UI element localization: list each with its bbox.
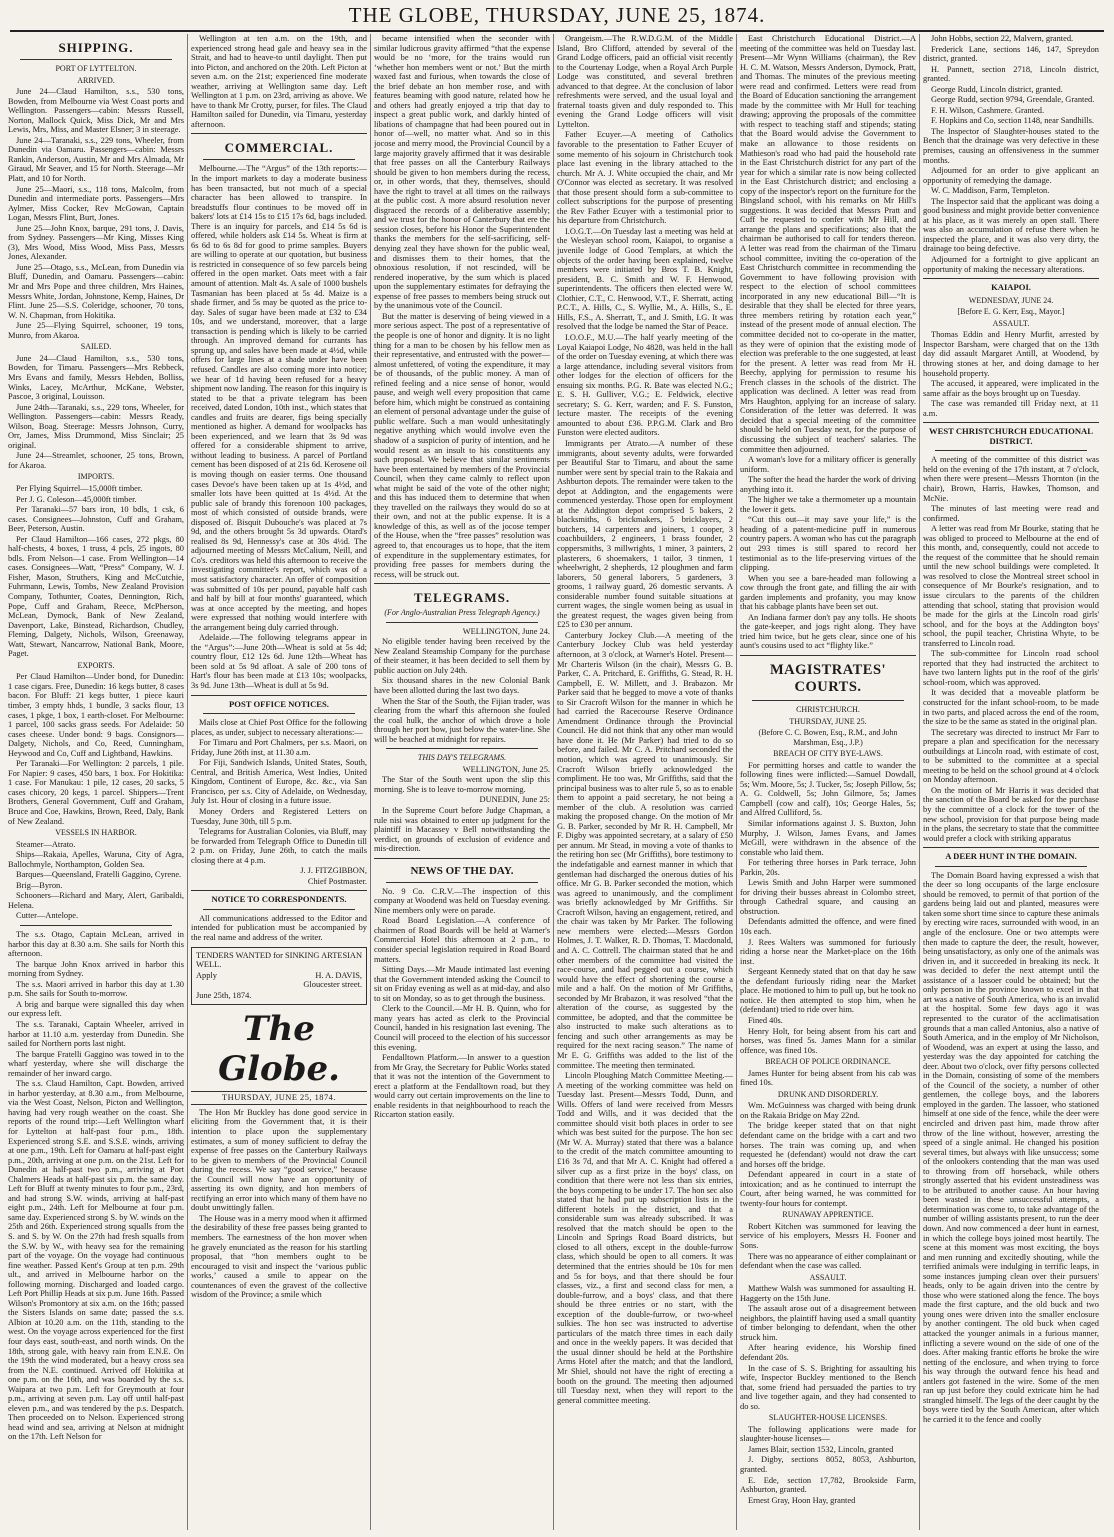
paragraph: Road Board Legislation.—A conference of chairmen of Road Boards will be held at Warner's Commercial Hotel this afternoon at 2 p.m., to consider special legislation required in Road Board matters. [374, 916, 550, 964]
paragraph: The barque Fratelli Gaggino was towed in to the wharf yesterday, where she will discharge the remainder of her inward cargo. [8, 1049, 184, 1078]
paragraph: The Hon Mr Buckley has done good service in eliciting from the Government that, it is their intention to place upon the supplementary estimates, a sum of money sufficient to defray the expense of free passes on the Canterbury Railways to be given to members of the Provincial Council during the recess. We say “good service,” because the Council will now have an opportunity of asserting its own dignity, and hon members of rectifying an error into which many of them have no doubt unwittingly fallen. [191, 1107, 367, 1213]
paragraph: A woman's love for a military officer is generally uniform. [740, 455, 916, 474]
news-list-continued [740, 34, 916, 651]
paragraph: The softer the head the harder the work of driving anything into it. [740, 475, 916, 494]
divider [740, 655, 916, 656]
paragraph: W. C. Maddison, Farm, Templeton. [931, 186, 1050, 196]
correspondents-heading: NOTICE TO CORRESPONDENTS. [211, 894, 347, 905]
paragraph: Orangeism.—The R.W.D.G.M. of the Middle Island, Bro Clifford, attended by several of the Grand Lodge officers, paid an official visit recently to the Courtenay Lodge, when a Royal Arch Purple Lodge was constituted, and several brethren advanced to that degree. At the conclusion of labor refreshments were served, and the usual loyal and fraternal toasts given and duly responded to. This evening the Grand Lodge officers will visit Lyttelton. [557, 34, 733, 129]
paragraph: June 24—Streamlet, schooner, 25 tons, Brown, for Akaroa. [8, 451, 184, 470]
divider [386, 622, 538, 623]
paragraph: F. Hopkins and Co, section 1148, near Sandhills. [931, 116, 1095, 126]
byelaws-heading: BREACH OF CITY BYE-LAWS. [773, 749, 883, 759]
divider [923, 278, 1099, 279]
paragraph: For tethering three horses in Park terrace, John Parkin, 20s. [740, 858, 916, 877]
paragraph: Defendants admitted the offence, and were fined 10s each. [740, 917, 916, 937]
paragraph: The secretary was directed to instruct Mr Farr to prepare a plan and specification for the necessary outbuildings at Lincoln road, with estimate of cost, to be submitted to the committee at a special meeting to be held on the school ground at 4 o'clock on Monday afternoon. [923, 727, 1099, 785]
paragraph: became intensified when the seconder with similar ludicrous gravity affirmed “that the expense would be no ‘more, for the trains would run ‘whether hon members went or not.’ But the mirth waxed fast and furious, when towards the close of the brief debate an hon member rose, and with features beaming with good nature, related how he and others had greatly enjoyed a trip that day to inspect a great public work, and darkly hinted of libations of champagne that had been poured out in honor of—well, no matter what. And so in this jocose and merry mood, the Provincial Council by a large majority gravely affirmed that it was desirable that free passes on all the Canterbury Railways should be given to hon members during the recess, or, in other words, that they, themselves, should have the right to travel at all times on the railways at the public cost. A more absurd resolution never disgraced the records of a deliberative assembly; and we trust for the honor of Canterbury that ere the session closes, before his Honor the Superintendent thanks the members for the self-sacrificing, self-denying zeal they have shown for the public weal, and dismisses them to their homes, that the obnoxious resolution, if not rescinded, will be rendered inoperative, by the sum which is placed upon the supplementary estimates for defraying the expense of free passes to members being struck out by the unanimous vote of the Council. [374, 34, 550, 311]
divider [203, 713, 355, 714]
masthead-title: THE GLOBE, THURSDAY, JUNE 25, 1874. [348, 3, 766, 27]
divider [20, 59, 172, 60]
divider [203, 159, 355, 160]
paragraph: The s.s. Otago, Captain McLean, arrived in harbor this day at 8.30 a.m. She sails for North this afternoon. [8, 930, 184, 959]
paragraph: Per Taranaki—For Wellington: 2 parcels, 1 pile. For Napier: 9 cases, 450 bars, 1 box. For Hokitika: 1 case. For Manukau: 1 pile, 12 cases, 20 sacks, 5 cases chicory, 20 kegs, 1 parcel. Shippers—Trent Brothers, General Government, Cuff and Graham, Bruce and Coe, Hawkins, Brown, Reed, Daly, Bank of New Zealand. [8, 759, 184, 826]
sailed-heading: SAILED. [80, 342, 112, 352]
paragraph: An Indiana farmer don't pay any tolls. He shoots the gate-keeper, and jogs right along. They have tried him twice, but he gets clear, since one of his aunt's cousins used to act “flighty like.” [740, 612, 916, 651]
tender-name: H. A. DAVIS, [315, 970, 362, 980]
editorial-list [191, 1108, 367, 1300]
postmaster-name: J. J. FITZGIBBON, [300, 866, 367, 876]
paragraph: J. Digby, sections 8052, 8053, Ashburton, granted. [740, 1455, 916, 1475]
divider [923, 847, 1099, 848]
tender-date: June 25th, 1874. [196, 990, 252, 1000]
paragraph: Clerk to the Council.—Mr H. B. Quinn, who for many years has acted as clerk to the Provincial Council, handed in his resignation last evening. The Council will proceed to the election of his successor this evening. [374, 1004, 550, 1052]
paragraph: Money Orders and Registered Letters on Tuesday, June 30th, till 5 p.m. [191, 807, 367, 826]
paragraph: Barques—Queensland, Fratelli Gaggino, Cyrene. [16, 870, 182, 880]
paragraph: The accused, it appeared, were implicated in the same affair as the boys brought up on Tuesday. [923, 379, 1099, 398]
paragraph: For Fiji, Sandwich Islands, United States, South, Central, and British America, West Indies, United Kingdom, Continent of Europe, &c. &c., via San Francisco, per s.s. City of Adelaide, on Wednesday, July 1st. Hour of closing in a future issue. [191, 758, 367, 806]
paragraph: June 25—Otago, s.s., McLean, from Dunedin via Bluff, Dunedin, and Oamaru. Passengers—cabin: Mr and Mrs Pope and three children, Mrs Haines, Messrs White, Jordan, Johnstone, Kemp, Haines, Dr Flint. June 25—S.S. Coleridge, schooner, 70 tons, W. N. Chapman, from Hokitika. [8, 262, 184, 320]
paragraph: The case was remanded till Friday next, at 11 a.m. [923, 399, 1099, 418]
paragraph: Adjourned for an order to give applicant an opportunity of remedying the damage. [923, 166, 1099, 185]
commercial-heading: COMMERCIAL. [224, 140, 334, 156]
paragraph: The Inspector of Slaughter-houses stated to the Bench that the drainage was very defective in these premises, causing an offensiveness in the summer months. [923, 126, 1099, 165]
dateline: THURSDAY, JUNE 25, 1874. [191, 1091, 367, 1105]
ordnance-heading: BREACH OF POLICE ORDINANCE. [765, 1057, 891, 1067]
paragraph: Fined 40s. [748, 1015, 783, 1025]
paragraph: Adelaide.—The following telegrams appear in the “Argus”:—June 20th—Wheat is sold at 5s 4d; country flour, £12 12s 6d. June 12th—Wheat has been sold at 5s 9d afloat. A sale of 200 tons of Hart's flour has been made at £13 10s; woolpacks, 3s 9d. June 13th—Wheat is dull at 5s 9d. [191, 633, 367, 690]
paragraph: Brig—Byron. [16, 880, 63, 890]
paragraph: The assault arose out of a disagreement between neighbors, the plaintiff having used a small quantity of timber belonging to defendant, when the other struck him. [740, 1304, 916, 1342]
ordnance-list [740, 1069, 916, 1088]
paragraph: Matthew Walsh was summoned for assaulting H. Haggerty on the 15th June. [740, 1284, 916, 1303]
paragraph: James Hunter for being absent from his cab was fined 10s. [740, 1068, 916, 1088]
news-heading: NEWS OF THE DAY. [410, 864, 514, 877]
sailed-list [8, 354, 184, 471]
divider [386, 882, 538, 883]
divider [923, 422, 1099, 423]
port-heading: PORT OF LYTTELTON. [55, 64, 137, 73]
paragraph: The s.s. Maori arrived in harbor this day at 1.30 p.m. She sails for South to-morrow. [8, 979, 184, 999]
licenses-list [923, 34, 1099, 274]
assault-list [740, 1284, 916, 1411]
paragraph: June 24—Claud Hamilton, s.s., 530 tons, Bowden, for Timaru. Passengers—Mrs Rebbeck, Mrs Evans and family, Messrs Hebden, Bolliss, Winks, Lacey, McArthur, McKane, Webster, Pascoe, 3 original, Louisson. [8, 353, 184, 402]
news-list [374, 887, 550, 1120]
paragraph: The s.s. Taranaki, Captain Wheeler, arrived in harbor at 11.10 a.m. yesterday from Dunedin. She sailed for Northern ports last night. [8, 1019, 184, 1049]
imports-heading: IMPORTS. [77, 472, 115, 482]
paragraph: Lincoln Ploughing Match Committee Meeting.—A meeting of the working committee was held on Tuesday last. Present—Messrs Todd, Dunn, and Wills. Offers of land were received from Messrs Todd and Wills, and it was decided that the committee should visit both places in order to see which was best suited for the purpose. The hon sec (Mr W. A. Murray) stated that there was a balance to the credit of the match committee amounting to £16 3s 7d, and that Mr A. C. Knight had offered a silver cup as a first prize in the boys' class, on condition that there were not less than six entries, the boys competing to be under 17. The hon sec also stated that he had put up subscription lists in the different hotels in the district, and that a considerable sum was already subscribed. It was resolved that the match should be open to the Lincoln and Springs Road Board districts, but closed to all others, except in the double-furrow class, which should be open to all comers. It was determined that the entries should be 10s for men and 5s for boys, and that there should be four classes, viz., a first and second class for men, a double-furrow, and a boys' class, and that there should be three entries or no start, with the exception of the double-furrow, or two-wheel sulkies. The hon sec was instructed to advertise particulars of the match three times in each daily and once in the weekly papers. It was decided that the usual dinner should be held at the Porthshire Arms Hotel after the match; and that the landlord, Mr Shiel, should not have the right of erecting a booth on the ground. The meeting then adjourned till Tuesday next, when they will report to the general committee meeting. [557, 1071, 733, 1405]
paragraph: Ships—Rakaia, Apelles, Waruna, City of Agra, Ballochmyle, Northampton, Golden Sea. [8, 850, 184, 869]
drunk-list [740, 1101, 916, 1208]
paragraph: Father Ecuyer.—A meeting of Catholics favorable to the presentation to Father Ecuyer of some memento of his sojourn in Christchurch took place last evening in the library attached to the church. Mr A. J. White occupied the chair, and Mr O'Connor was elected as secretary. It was resolved that those present should form a sub-committee to collect subscriptions for the purpose of presenting the Rev Father Ecuyer with a testimonial prior to his departure from Christchurch. [557, 130, 733, 226]
kaiapoi-list [923, 330, 1099, 418]
kaiapoi-date: WEDNESDAY, JUNE 24. [968, 295, 1054, 305]
paragraph: When the Star of the South, the Fijian trader, was clearing from the wharf this afternoon she fouled the coal hulk, the anchor of which drove a hole through her port bow, just below the water-line. She will be beached at midnight for repairs. [374, 696, 550, 744]
newspaper-logo: The Globe. [218, 1009, 340, 1090]
divider [752, 700, 904, 701]
telegram-text: In the Supreme Court before Judge Chapman, a rule nisi was obtained to enter up judgment for the plaintiff in Macassey v Bell notwithstanding the verdict, on grounds of exclusion of evidence and mis-direction. [374, 806, 550, 854]
west-district-heading: WEST CHRISTCHURCH EDUCATIONAL DISTRICT. [929, 426, 1093, 446]
kaiapoi-bench: [Before E. G. Kerr, Esq., Mayor.] [957, 307, 1065, 317]
runaway-list [740, 1222, 916, 1271]
paragraph: Mails close at Chief Post Office for the following places, as under, subject to necessary alterations:— [191, 718, 367, 737]
paragraph: J. Rees Walters was summoned for furiously riding a horse near the Market-place on the 16th inst. [740, 937, 916, 966]
paragraph: Immigrants per Atrato.—A number of these immigrants, about seventy adults, were forwarded per Beautiful Star to Timaru, and about the same number were sent by special train to the Rakaia and Ashburton depots. The remainder were taken to the depot at Addington, and the engagements were commenced yesterday. Those open for employment at the Addington depot comprised 5 bakers, 2 blacksmiths, 6 brickmakers, 5 bricklayers, 2 butchers, 14 carpenters and joiners, 1 cooper, 3 coachbuilders, 2 engineers, 1 brass founder, 2 coppersmiths, 3 millwrights, 1 miner, 3 painters, 2 plasterers, 6 shoemakers, 1 tailor, 3 tinmen, 1 wheelwright, 2 shepherds, 12 ploughmen and farm laborers, 50 general laborers, 5 gardeners, 3 grooms, 1 railway guard, 26 domestic servants. A considerable number found suitable situations at current wages, the single women being as usual in the greatest request, the wages given being from £25 to £30 per annum. [557, 438, 733, 630]
paragraph: A letter was read from Mr Bourke, stating that he was obliged to proceed to Melbourne at the end of this month, and, consequently, could not accede to the request of the committee that he should remain until the new school buildings were completed. It was resolved to close the Montreal street school in consequence of Mr Bourke's resignation, and to issue circulars to the parents of the children attending that school, stating that provision would be made for the girls at the Lincoln road girls' school, and for the boys at the Addington boys' school, the pupil teacher, Christina Whyte, to be transferred to Lincoln road. [923, 524, 1099, 648]
paragraph: John Hobbs, section 22, Malvern, granted. [931, 34, 1074, 43]
paragraph: Canterbury Jockey Club.—A meeting of the Canterbury Jockey Club was held yesterday afternoon, at 3 o'clock, at Warner's Hotel. Present—Mr Charteris Wilson (in the chair), Messrs G. B. Parker, C. A. Pritchard, E. Griffiths, G. Stead, R. H. Campbell, E. W. Millett, and J. Brabazon. Mr Parker said that he begged to move a vote of thanks to Sir Cracroft Wilson for the manner in which he had carried the Racecourse Reserve Ordinance Amendment Ordinance through the Provincial Council. He did not think that any other man would have done it. He (Mr Parker) had tried to do so before, and failed. Mr C. A. Pritchard seconded the motion, which was agreed to unanimously. Sir Cracroft Wilson briefly acknowledged the compliment. He too was, Mr Griffiths, said that the principal business was to alter rule 5, so as to enable them to appoint a paid secretary, he not being a member of the club. A resolution was carried making the proposed change. On the motion of Mr G. B. Parker, seconded by Mr R. H. Campbell, Mr F. Digby was appointed secretary, at a salary of £50 per annum. Mr Stead, in moving a vote of thanks to the retiring hon sec (Mr Griffiths), bore testimony to the indefatigable and earnest manner in which that gentleman had discharged the onerous duties of his office. Mr G. B. Parker seconded the motion, which was agreed to unanimously, and the compliment was briefly acknowledged by Mr Griffiths. Sir Cracroft Wilson, having an engagement, retired, and the chair was taken by Mr Parker. The following new members were elected:—Messrs Gordon Holmes, J. T. Walker, R. D. Thomas, T. Macdonald, and A. C. Cottrell. The chairman stated that he and other members of the committee had visited the race-course, and had pegged out a course, which would have the effect of shortening the course a mile and a half. On the motion of Mr Griffiths, seconded by Mr Brabazon, it was resolved “that the alteration of the course, as suggested by the committee, be adopted, and that the committee be also instructed to make such alterations as to fencing and such other arrangements as may be required for the next racing season.” The name of Mr E. G. Griffiths was added to the list of the committee. The meeting then terminated. [557, 630, 733, 1070]
telegram-place: WELLINGTON, June 25. [462, 764, 550, 774]
paragraph: Fendalltown Platform.—In answer to a question from Mr Gray, the Secretary for Public Works stated that it was not the intention of the Government to erect a platform at the Fendalltown road, but they would carry out certain improvements on the line to enable residents in that neighbourhood to reach the Riccarton station easily. [374, 1053, 550, 1120]
paragraph: I.O.G.T.—On Tuesday last a meeting was held at the Wesleyan school room, Kaiapoi, to organise a juvenile lodge of Good Templars, at which the objects of the order having been explained, twelve members were initiated by Bros T. B. Knight, president, B. C. Smith and W. F. Henwood, superintendents. The officers then elected were W. Clothier, C.T., C. Henwood, V.T., F. Sherratt, acting P.C.T., A. Hills, C., S. Wyllie, M., A. Hills, S., E. Hills, F.S., A. Sherratt, T., and J. Smith, I.G. It was resolved that the lodge be named the Star of Peace. [557, 226, 733, 332]
paragraph: The s.s. Claud Hamilton, Capt. Bowden, arrived in harbor yesterday, at 8.30 a.m., from Melbourne, via the West Coast, Nelson, Picton and Wellington, having had very rough weather on the coast. She reports of the round trip:—Left Wellington wharf for Lyttelton at half-past four p.m., 18th. Experienced strong S.E. and S.S.E. winds, arriving at one p.m., 19th. Left for Oamaru at half-past eight p.m., 20th, arriving at one p.m. on the 21st. Left for Dunedin at half-past two p.m., arriving at Port Chalmers Heads at half-past six p.m. the same day. Left for Bluff at twenty minutes to four p.m., 23rd, and had strong S.W. winds, arriving at half-past eight p.m., 24th. Left for Melbourne at four p.m. same day. Experienced strong S. by W. winds on the 25th and 26th. Experienced strong squalls from the S. and S. by W. On the 27th had fresh squalls from the S.W. by W., with heavy sea for the remaining part of the voyage. On the voyage had continuous fine weather. Passed Kent's Group at ten p.m. 29th ult., and arrived in Melbourne harbor on the following morning. Discharged and loaded cargo. Left Port Phillip Heads at six p.m. June 16th. Passed Wilson's Promontory at six a.m. on the 16th; passed the Sisters Islands on same date; passed the s.s. Albion at 10.20 a.m. on the 11th, standing to the west. On the voyage across experienced for the first four days east, south-east, and north winds. On the 18th, strong gale, with heavy rain from E.N.E. On the 19th the wind moderated, but a heavy cross sea from the N.E. continued. Arrived off Hokitika at one p.m. on the 16th, and was boarded by the s.s. Waipara at two p.m. Left for Greymouth at four p.m., arriving at seven p.m. Lay off until half-past eleven p.m., and was tendered by the p.s. Despatch. Then proceeded on to Nelson. Experienced strong head wind and sea, arriving at Nelson at midnight on the 17th. Left Nelson for [8, 1079, 184, 1442]
divider [374, 858, 550, 859]
tender-text: TENDERS WANTED for SINKING ARTESIAN WELL. [196, 950, 362, 970]
vessels-list [8, 840, 184, 921]
masthead-rule [10, 30, 1104, 32]
runaway-heading: RUNAWAY APPRENTICE. [782, 1210, 874, 1220]
divider [386, 748, 538, 749]
column-commercial [191, 34, 367, 1530]
paragraph: Sergeant Kennedy stated that on that day he saw the defendant furiously riding near the Market place. He motioned to him to pull up, but he took no notice. He then attempted to stop him, when he (defendant) tried to ride over him. [740, 967, 916, 1015]
paragraph: James Blair, section 1532, Lincoln, granted [748, 1444, 894, 1454]
drunk-heading: DRUNK AND DISORDERLY. [777, 1089, 879, 1099]
divider [935, 450, 1087, 451]
assault-heading: ASSAULT. [809, 1272, 847, 1282]
vessels-heading: VESSELS IN HARBOR. [55, 828, 137, 838]
magistrates-heading: MAGISTRATES' COURTS. [769, 662, 887, 695]
paragraph: June 25—John Knox, barque, 291 tons, J. Davis, from Sydney. Passengers—Mr King, Misses King (3), Mrs Wood, Miss Wood, Miss Pass, Messrs Jones, Alexander. [8, 223, 184, 262]
paragraph: Adjourned for a fortnight to give applicant an opportunity of making the necessary alterations. [923, 255, 1099, 274]
paragraph: Ernest Gray, Hoon Hay, granted [748, 1495, 856, 1505]
paragraph: Cutter—Antelope. [16, 911, 79, 921]
postmaster-title: Chief Postmaster. [307, 876, 367, 886]
paragraph: June 24—Taranaki, s.s., 229 tons, Wheeler, from Dunedin via Oamaru. Passengers—cabin: Messrs Rankin, Anderson, Austin, Mr and Mrs Almada, Mr Giraud, Mr Seaver, and 15 for North. Steerage—Mr Platt, and 10 for North. [8, 135, 184, 184]
court-place: CHRISTCHURCH. [796, 705, 860, 714]
post-office-heading: POST OFFICE NOTICES. [229, 698, 329, 709]
column-news [557, 34, 733, 1530]
paragraph: The barque John Knox arrived in harbor this morning from Sydney. [8, 959, 184, 979]
column-editorial [374, 34, 550, 1530]
paragraph: “Cut this out—it may save your life,” is the heading of a patent-medicine puff in numerous country papers. A woman who has cut the paragraph out 293 times is still spared to record her testimonial as to the life-preserving virtues of the clipping. [740, 515, 916, 573]
divider [374, 583, 550, 584]
paragraph: East Christchurch Educational District.—A meeting of the committee was held on Tuesday last. Present—Mr Wynn Williams (chairman), the Rev H. C. M. Watson, Messrs Anderson, Dymock, Pratt, and Thomas. The minutes of the previous meeting were read and confirmed. Letters were read from the Board of Education sanctioning the arrangement made by the committee with Mr Hull for teaching drawing; approving the proposals of the committee with respect to teaching staff and stipends; stating that the Board would advise the Government to make an allowance to those residents on Mathieson's road who had paid the household rate in the East Christchurch district for any part of the year for which a similar rate is now being collected in the East Christchurch district; and enclosing a copy of the inspector's report on the furniture for the Bingsland school, with his remarks on Mr Hill's suggestions. It was decided that Messrs Pratt and Cuff be requested to confer with Mr Hill, and arrange the plans and specifications; also that the chairman be authorised to call for tenders thereon. A letter was read from the chairman of the Timaru school committee, inviting the co-operation of the East Christchurch committee in recommending the Government to have following provision with respect to the election of school committees incorporated in any new educational Bill—“It is desirable that they shall be elected for three years, three members retiring by rotation each year,” instead of the present mode of annual election. The committee decided not to co-operate in the matter, as they were of opinion that the existing mode of election was preferable to the one suggested, at least for the present. A letter was read from Mr H. Beechy, applying for permission to resume his French classes in the schools of the district. The application was declined. A letter was read from Mrs Haughton, applying for an increase of salary. Consideration of the letter was deferred. It was decided that a special meeting of the committee should be held on Tuesday next, for the purpose of discussing the subject of teachers' salaries. The committee then adjourned. [740, 34, 916, 454]
paragraph: Defendant appeared in court in a state of intoxication; and as he continued to interrupt the Court, after being warned, he was committed for twenty-four hours for contempt. [740, 1170, 916, 1208]
paragraph: When you see a bare-headed man following a cow through the front gate, and filling the air with garden implements and profanity, you may know that his cabbage plants have been set out. [740, 573, 916, 612]
paragraph: Per Flying Squirrel—15,000ft timber. [16, 483, 143, 493]
paragraph: But the matter is deserving of being viewed in a more serious aspect. The post of a representative of the people is one of honor and dignity. It is no light thing for a man to be chosen by his fellow men as their representative, and entrusted with the power—almost unfettered, of voting the expenditure, it may be of thousands, of the public money. A man of refined feeling and a nice sense of honor, would pause, and weigh well every proposition that came before him, which might be construed as containing an element of personal advantage under the guise of public welfare. Such a man would unhesitatingly negative anything which would involve even the shadow of a suspicion of purity of intention, and he would resent as an insult to his constituents any such proposal. We believe that similar sentiments have been entertained by members of the Provincial Council, when they came calmly to reflect upon what might be said of the vote of the other night; and this has induced them to determine that when they travelled on the railways they would do so at their own, and not at the public expense. It is a knowledge of this, as well as of the jocose temper of the House, when the “free passes” resolution was agreed to, that encourages us to hope, that the item of expenditure in the supplementary estimates, for providing free passes for members during the recess, will be struck out. [374, 311, 550, 579]
correspondents-text: All communications addressed to the Editor and intended for publication must be accompanied by the real name and address of the writer. [191, 913, 367, 943]
deer-hunt-list [923, 871, 1099, 1425]
paragraph: Robert Kitchen was summoned for leaving the service of his employers, Messrs H. Fooner and Sons. [740, 1221, 916, 1250]
columns [8, 34, 1106, 1530]
imports-list [8, 484, 184, 659]
paragraph: No eligible tender having been received by the New Zealand Steamship Company for the purchase of their steamer, it has been decided to sell them by public auction on July 24th. [374, 637, 550, 675]
telegram-text: The Star of the South went upon the slip this morning. She is to leave to-morrow morning. [374, 775, 550, 794]
west-district-list [923, 455, 1099, 843]
shipping-continued: Wellington at ten a.m. on the 19th, and experienced strong head gale and heavy sea in the Strait, and had to heave-to until daylight. Then put into Picton, and anchored on the 20th. Left Picton at seven a.m. on the 21st; experienced fine moderate weather, arriving at Wellington same day. Left Wellington at 1 p.m. on 23rd, arriving as above. We have to thank Mr Crotty, purser, for files. The Claud Hamilton sailed for Dunedin, via Timaru, yesterday afternoon. [191, 34, 367, 129]
divider [191, 695, 367, 696]
paragraph: Per Taranaki—57 bars iron, 10 bdls, 1 csk, 6 cases. Consignees—Johnston, Cuff and Graham, Beer, Peterson, Austin. [8, 505, 184, 534]
paragraph: Lewis Smith and John Harper were summoned for driving their busses abreast in Colombo street, through Cathedral square, and causing an obstruction. [740, 878, 916, 916]
paragraph: June 24—Claud Hamilton, s.s., 530 tons, Bowden, from Melbourne via West Coast ports and Wellington. Passengers—cabin: Messrs Russell, Norton, Mallock Quick, Miss Dick, Mr and Mrs Lewis, Mrs, Miss, and Master Elsner; 3 in steerage. [8, 87, 184, 135]
paragraph: No. 9 Co. C.R.V.—The inspection of this company at Woodend was held on Tuesday evening. Nine members only were on parade. [374, 886, 550, 915]
paragraph: Frederick Lane, sections 146, 147, Spreydon district, granted. [923, 44, 1099, 64]
tender-apply: Apply [196, 970, 217, 980]
kaiapoi-heading: KAIAPOI. [991, 282, 1031, 293]
paragraph: Six thousand shares in the new Colonial Bank have been allotted during the last two days. [374, 676, 550, 695]
paragraph: After hearing evidence, his Worship fined defendant 20s. [740, 1343, 916, 1362]
slaughter-heading: SLAUGHTER-HOUSE LICENSES. [768, 1413, 888, 1423]
editorial-continued [374, 34, 550, 579]
paragraph: Per Claud Hamilton—166 cases, 272 pkgs, 80 half-chests, 4 boxes, 1 truss, 4 pcls, 25 ingots, 80 bdls. From Nelson—1 case. From Wellington—14 cases. Consignees—Watt, “Press” Company, W. J. Fisher, Mason, Struthers, King and McCutchie, Fuhrmann, Lewis, Tombs, New Zealand Provision Company, Tothunter, Coates, Dennington, Rich, Pope, Cuff and Graham, Reece, McPherson, McLean, Dymock, Bank of New Zealand, Davenport, Lake, Binstead, Richardson, Chudley, Fleming, Dalgety, Nichols, Wilson, Greenaway, Watt, Stewart, Nancarrow, National Bank, Moore, Paget. [8, 534, 184, 659]
telegram-list [374, 637, 550, 744]
telegrams-heading: TELEGRAMS. [413, 590, 511, 606]
paragraph: The sub-committee for Lincoln road school reported that they had instructed the architect to have two lantern lights put in the roof of the girls' school-room, which was approved. [923, 649, 1099, 687]
paragraph: In the case of S. S. Brighting for assaulting his wife, Inspector Buckley mentioned to the Bench that, some friend had persuaded the parties to try and live together again, and they had consented to do so. [740, 1363, 916, 1411]
post-office-list [191, 718, 367, 865]
divider [191, 890, 367, 891]
telegrams-agency: (For Anglo-Australian Press Telegraph Agency.) [384, 608, 540, 618]
court-date: THURSDAY, JUNE 25. [789, 716, 867, 726]
paragraph: The minutes of last meeting were read and confirmed. [923, 504, 1099, 523]
divider [20, 925, 172, 926]
divider [203, 909, 355, 910]
paragraph: I.O.O.F., M.U.—The half yearly meeting of the Loyal Kaiapoi Lodge, No 4828, was held in the hall of the order on Tuesday evening, at which there was a large attendance, including several visitors from other lodges for the election of officers for the ensuing six months. P.G. R. Bate was elected N.G.; E. S. H. Gulliver, V.G.; E. Feldwick, elective secretary; S. G. Kerr, warden; and F. S. Funston, lecture master. The receipts of the evening amounted to about £36. P.P.G.M. Clark and Bro Funston were elected auditors. [557, 332, 733, 438]
exports-list [8, 672, 184, 826]
paragraph: Henry Holt, for being absent from his cart and horses, was fined 5s. James Mann for a similar offence, was fined 10s. [740, 1026, 916, 1055]
paragraph: Per Claud Hamilton—Under bond, for Dunedin: 1 case cigars. Free, Dunedin: 16 kegs butter, 8 cases bacon. For Bluff: 21 kegs butter, 1 piece kauri timber, 3 empty hhds, 1 bundle, 3 sacks flour, 13 cases, 1 pkge, 1 box, 1 earth-closet. For Melbourne: 1 parcel, 100 sacks grass seeds. For Adelaide: 50 cases cheese. Under bond: 9 bags. Consignors—Dalgety, Nichols, and Co, Reed, Cunningham, Heywood and Co, Cuff and Lightband, Hawkins. [8, 672, 184, 758]
paragraph: Telegrams for Australian Colonies, via Bluff, may be forwarded from Telegraph Office to Dunedin till 2 p.m. on Friday, June 26th, to catch the mails closing there at 4 p.m. [191, 827, 367, 865]
paragraph: Per J. G. Coleson—45,000ft timber. [16, 494, 137, 504]
paragraph: The Inspector said that the applicant was doing a good business and might provide better convenience at his place, as it was merely an open stall. There was also an accumulation of refuse there when he inspected the place, and it was also very dirty, the drainage too being defective. [923, 196, 1099, 254]
paragraph: George Rudd, section 9794, Greendale, Granted. [931, 95, 1095, 105]
paragraph: The higher we take a thermometer up a mountain the lower it gets. [740, 495, 916, 514]
kaiapoi-assault-heading: ASSAULT. [992, 318, 1030, 328]
paragraph: Sitting Days.—Mr Maude intimated last evening that the Government intended asking the Council to sit on Friday evening as well as at mid-day, and also to sit on Monday, so as to get through the business. [374, 965, 550, 1003]
paragraph: H. Pannett, section 2718, Lincoln district, granted. [923, 64, 1099, 84]
telegram-place: DUNEDIN, June 25: [479, 795, 550, 805]
paragraph: Schooners—Richard and Mary, Alert, Garibaldi, Helena. [8, 891, 184, 910]
paragraph: Wm. McGuinness was charged with being drunk on the Rakaia Bridge on May 22nd. [740, 1101, 916, 1120]
paragraph: The Domain Board having expressed a wish that the deer so long occupants of the large enclosure should be removed, to permit of that portion of the gardens being laid out and planted, measures were taken some short time since to capture these animals by erecting wire races, surrounded with wood, in an angle of the enclosure. One or two attempts were then made to capture the deer, the result, however, being unsatisfactory, as only one of the animals was driven in, and it succeeded in breaking its neck. It was decided to defer the next attempt until the assistance of a lassoer could be obtained; but the only person in the province known to excel in that art was a native of South America, who is an invalid at the hospital. Some few days ago it was represented to the curator of the acclimatisation grounds that a man called Antonius, also a native of South America, and in the employ of Mr Nicholson, of Woodend, was an expert at using the lasso, and yesterday was the day appointed for catching the deer. About two o'clock, over fifty persons collected in the Domain, consisting of some of the members of the Council of the society, a number of other gentlemen, the college boys, and the laborers employed in the garden. The lassoer, who stationed himself at one side of the fence, while the deer were encircled and driven past him, made throw after throw of the line without, however, arresting the speed of a single animal. He changed his position several times, but always with like unsuccess; some of the onlookers contending that the man was used to throwing from off horseback, while others strongly asserted that his evident unsteadiness was to be attributed to another cause. An hour having been wasted in these unsuccessful attempts, a determination was come to, to take advantage of the number of willing assistants present, to run the deer down. And now commenced a deer hunt in earnest, in which the college boys joined most heartily. The scene at this moment was most exciting, the boys and men running and excitedly shouting, while the terrified animals were indulging in terrific leaps, in some instances jumping clean over their pursuers' heads, only to be again driven into the centre by those who were stationed along the fence. The boys made the first capture, and the old buck and two young ones were driven into the smaller enclosure by another contingent. The old buck when caged attacked the younger animals in a furious manner, inflicting a severe wound on the side of one of the does. After making frantic efforts he broke the wire netting of the enclosure, and when trying to force his way through the outward fence his head and antlers got fastened in the wire. Some of the men ran up just before they could extricate him he had strangled himself. The legs of the deer caught by the boys were tied by the South American, after which he carried it to the fence and coolly [923, 870, 1099, 1424]
paragraph: The House was in a merry mood when it affirmed the desirability of these free passes being granted to members. The earnestness of the hon mover when he gravely enunciated as the reason for his startling proposal, that “hon members ought to be encouraged to visit and inspect the ‘various public works,’ caused a smile to appear on the countenances of even the gravest of the collective wisdom of the Province; a smile which [191, 1213, 367, 1300]
paragraph: E. Ede, section 17,782, Brookside Farm, Ashburton, granted. [740, 1475, 916, 1495]
column-courts [740, 34, 916, 1530]
deer-hunt-heading: A DEER HUNT IN THE DOMAIN. [945, 851, 1077, 862]
shipping-notes [8, 930, 184, 1442]
paragraph: On the motion of Mr Harris it was decided that the sanction of the Board be asked for the purchase by the committee of a clock for the tower of the new school, provision for that purpose being made in the plans, the secretary to state that the committee would prefer a clock with striking apparatus [923, 785, 1099, 843]
tender-advertisement [191, 947, 367, 1006]
divider [191, 133, 367, 134]
arrived-list [8, 87, 184, 340]
paragraph: Melbourne.—The “Argus” of the 13th reports:—In the import markets to day a moderate business has been transacted, but not much of a special character has been allowed to transpire. In breadstuffs flour continues to be moved off in bakers' lots at £14 15s to £15 17s 6d, bags included. There is an inquiry for parcels, and £14 5s 6d is offered, while holders ask £14 5s. Wheat is firm at 6s 6d to 6s 8d for good to prime samples. Buyers are willing to operate at our quotation, but business is restricted in consequence of so few parcels being offered in the open market. Oats meet with a fair amount of attention. Malt 4s. A sale of 1000 bushels Tasmanian has been placed at 5s 4d. Maize is a shade firmer, and 5s may be quoted as the price to-day. Sales of sugar have been made at £32 to £34 10s, and we understand, moreover, that a large transaction is pending which is likely to be carried through. An improved demand for currants has sprung up, and sales have been made at 4½d, while offers for large lines at a shade under have been refused. Candles are also coming more into notice; we hear of 1d having been refused for a heavy shipment now landing. The reason for this inquiry is stated to be that a private telegram has been received, dated London, 10th inst., which states that candles and fruits are dearer, figs being specially mentioned as higher. A demand for woolpacks has been experienced, and we learn that 3s 9d was offered for a considerable shipment to arrive, without leading to business. A parcel of Portland cement has been disposed of at 21s 6d. Kerosene oil is moving though on easier terms. One thousand cases Devoe's have been taken up at 1s 4½d, and smaller lots have been quitted at 1s 4½d. At the public sale of brandy this forenoon 100 packages, most of which consisted of outside brands, were disposed of. Bisquit Dubouche's was placed at 7s 9d, and the others brought 5s 3d upwards. Otard's realised 8s 9d, Hennessy's case at 30s 4½d. The adjourned meeting of Messrs McCalium, Neill, and Co's. creditors was held this afternoon to receive the investigating committee's report, which was of a most satisfactory character. An offer of composition was submitted of 10s per pound, payable half cash and half by bill at four months' guaranteed, which was at once accepted by the meeting, and hopes were expressed that nothing would interfere with the arrangement being duly carried through. [191, 164, 367, 632]
byelaws-list [740, 761, 916, 1055]
paragraph: Similar informations against J. S. Buxton, John Murphy, J. Wilson, James Evans, and James McGill, were withdrawn in the absence of the constable who laid them. [740, 819, 916, 857]
paragraph: Steamer—Atrato. [16, 839, 76, 849]
paragraph: For Timaru and Port Chalmers, per s.s. Maori, on Friday, June 26th inst, at 11.30 a.m. [191, 738, 367, 757]
paragraph: A brig and barque were signalled this day when our express left. [8, 999, 184, 1019]
paragraph: Thomas Eddin and Henry Murfit, arrested by Inspector Barsham, were charged that on the 13th day did assault Margaret Antill, at Woodend, by throwing stones at her, and doing damage to her household property. [923, 330, 1099, 378]
paragraph: June 24th—Taranaki, s.s., 229 tons, Wheeler, for Wellington. Passengers—cabin: Messrs Ready, Wilson, Boag. Steerage: Messrs Johnson, Curry, Orr, James, Miss Drummond, Miss Sinclair; 25 original. [8, 402, 184, 450]
court-bench: (Before C. C. Bowen, Esq., R.M., and John Marshman, Esq., J.P.) [758, 728, 898, 747]
paragraph: The following applications were made for slaughter-house licenses— [740, 1424, 916, 1444]
paragraph: For permitting horses and cattle to wander the following fines were inflicted:—Samuel Dowdall, 5s; Wm. Moore, 5s; J. Tucker, 5s; Joseph Pillow, 5s; A. G. Coldwell, 5s; John Gilmore, 5s; James Campbell (cow and calf), 10s; George Hales, 5s; and Alfred Culliford, 5s. [740, 760, 916, 818]
slaughter-list [740, 1425, 916, 1505]
commercial-list [191, 164, 367, 690]
divider [935, 866, 1087, 867]
paragraph: It was decided that a moveable platform be constructed for the infant school-room, to be made in two parts, and placed across the end of the room, the size to be the same as stated in the original plan. [923, 688, 1099, 727]
exports-heading: EXPORTS. [77, 660, 115, 670]
paragraph: June 25—Maori, s.s., 118 tons, Malcolm, from Dunedin and intermediate ports. Passengers—Mrs Aylmer, Miss Cocker, Rev McGowan, Captain Logan, Messrs Flint, Burt, Jones. [8, 184, 184, 223]
column-shipping [8, 34, 184, 1530]
news-list-continued [557, 34, 733, 1405]
shipping-heading: SHIPPING. [58, 40, 134, 55]
tender-street: Gloucester street. [303, 980, 362, 990]
paragraph: George Rudd, Lincoln district, granted. [931, 84, 1063, 94]
tender-row [196, 971, 362, 981]
paragraph: There was no appearance of either complainant or defendant when the case was called. [740, 1251, 916, 1271]
todays-telegrams-heading: THIS DAY'S TELEGRAMS. [417, 753, 507, 763]
telegram-place: WELLINGTON, June 24. [462, 626, 550, 636]
arrived-heading: ARRIVED. [77, 75, 115, 85]
paragraph: June 25—Flying Squirrel, schooner, 19 tons, Munro, from Akaroa. [8, 321, 184, 340]
paragraph: The bridge keeper stated that on that night defendant came on the bridge with a cart and two horses. The train was coming up, and when requested he (defendant) would not draw the cart and horses off the bridge. [740, 1121, 916, 1169]
paragraph: A meeting of the committee of this district was held on the evening of the 17th instant, at 7 o'clock, when there were present—Messrs Thornton (in the chair), Brown, Harris, Hawkes, Thomson, and McNie. [923, 455, 1099, 503]
column-districts [923, 34, 1099, 1530]
paragraph: F. H. Wilson, Cashmere. Granted. [931, 105, 1045, 115]
